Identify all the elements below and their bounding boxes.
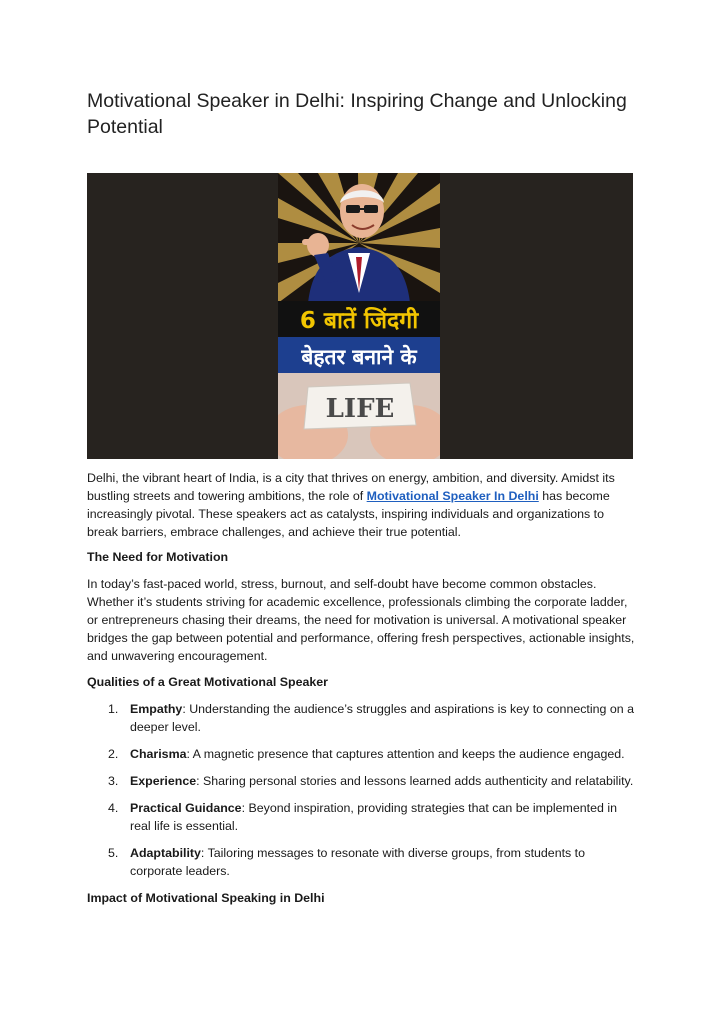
- motivational-speaker-link[interactable]: Motivational Speaker In Delhi: [366, 489, 539, 503]
- list-item-term: Charisma: [130, 747, 187, 761]
- section-heading-need: The Need for Motivation: [87, 550, 229, 564]
- list-item: 2. Charisma: A magnetic presence that captures attention and keeps the audience engaged.: [108, 747, 625, 761]
- list-item-desc: : Sharing personal stories and lessons learned adds authenticity and relatability.: [196, 774, 634, 788]
- section-heading-impact: Impact of Motivational Speaking in Delhi: [87, 891, 325, 905]
- banner-line1: 6 बातें जिंदगी: [299, 308, 419, 334]
- list-item-term: Empathy: [130, 702, 183, 716]
- list-item: 1. Empathy: Understanding the audience’s struggles and aspirations is key to connecting on a deeper level.: [108, 702, 634, 734]
- hero-image: [87, 173, 633, 459]
- list-item-term: Adaptability: [130, 846, 201, 860]
- banner-line2: बेहतर बनाने के: [301, 345, 417, 369]
- life-card-text: LIFE: [325, 394, 395, 424]
- page-title: Motivational Speaker in Delhi: Inspiring Change and Unlocking Potential: [87, 90, 627, 138]
- qualities-list: [87, 700, 635, 889]
- need-paragraph: In today’s fast-paced world, stress, burnout, and self-doubt have become common obstacles. Whether it’s students striving for academic excellence, professionals climbing the corporate ladder, or entrepreneurs chasing their dreams, the need for motivation is universal. A motivational speaker bridges the gap between potential and performance, offering fresh perspectives, actionable insights, and unwavering encouragement.: [87, 577, 635, 663]
- intro-text-start: Delhi, the vibrant heart of India, is a city that thrives on energy, ambition, and diversity. Amidst its bustling streets and towering ambitions, the role of: [87, 471, 615, 503]
- section-heading-qualities: Qualities of a Great Motivational Speaker: [87, 675, 329, 689]
- thumbnail-image: [278, 173, 440, 459]
- list-item-term: Experience: [130, 774, 197, 788]
- list-item-desc: : Tailoring messages to resonate with diverse groups, from students to corporate leaders.: [130, 846, 585, 878]
- list-item-term: Practical Guidance: [130, 801, 242, 815]
- list-item: 5. Adaptability: Tailoring messages to resonate with diverse groups, from students to corporate leaders.: [108, 846, 585, 878]
- list-item: 4. Practical Guidance: Beyond inspiration, providing strategies that can be implemented in real life is essential.: [108, 801, 617, 833]
- list-item-desc: : Beyond inspiration, providing strategies that can be implemented in real life is essential.: [130, 801, 617, 833]
- list-item-desc: : A magnetic presence that captures attention and keeps the audience engaged.: [186, 747, 625, 761]
- list-item: 3. Experience: Sharing personal stories and lessons learned adds authenticity and relatability.: [108, 774, 634, 788]
- list-item-desc: : Understanding the audience’s struggles and aspirations is key to connecting on a deeper level.: [130, 702, 634, 734]
- intro-text-end: has become increasingly pivotal. These speakers act as catalysts, inspiring individuals and organizations to break barriers, embrace challenges, and achieve their true potential.: [87, 489, 610, 539]
- intro-paragraph: [87, 469, 635, 541]
